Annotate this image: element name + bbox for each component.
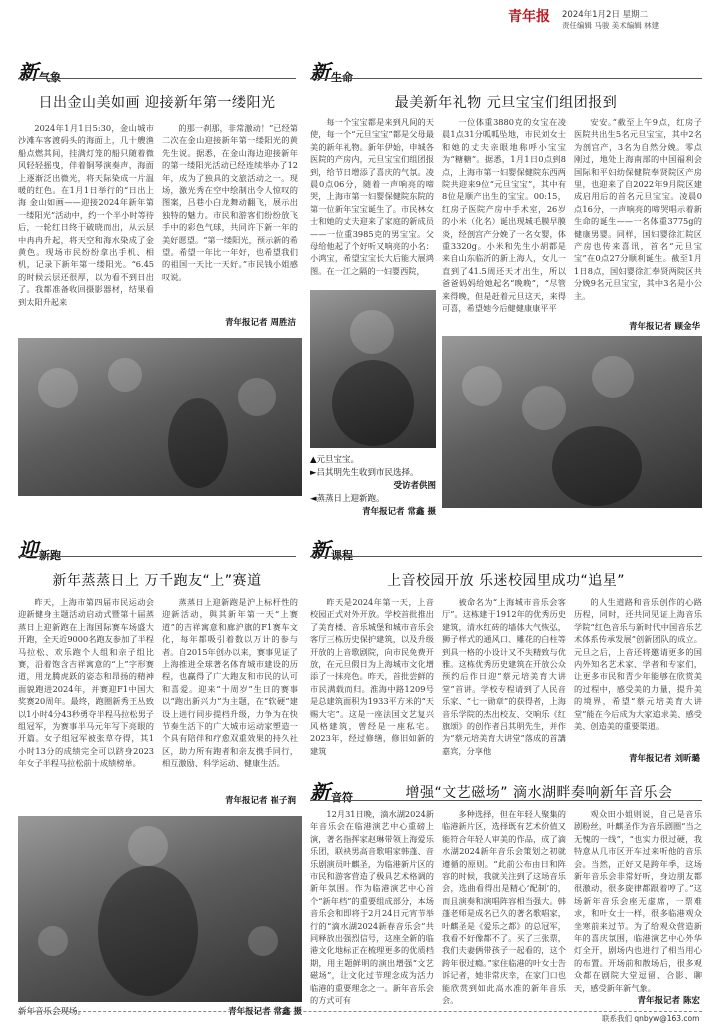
article-column: 12月31日晚，滴水湖2024新年音乐会在临港演艺中心重磅上演，著名指挥家赵琳带领上海爱乐乐团，联袂男高音歌唱家韩蓬、音乐剧演员叶麒圣，为临港新片区的市民和游客营造了极具艺术格调的新年氛围。作为临港演艺中心首个“新年档”的重要组成部分，本场音乐会和即将于2月24日元宵节举行的“滴水湖2024新春音乐会”共同释放出强烈信号，这座全新的临港文化地标正在梳理更多的优质档期，用主题鲜明的演出增强“文艺磁场”，让文化过节理念成为活力临港的重要理念之一。新年音乐会的方式可有	[310, 809, 434, 1006]
headline-babies: 最美新年礼物 元旦宝宝们组团报到	[394, 95, 618, 111]
section-tag-course	[310, 534, 353, 562]
photo-runners	[18, 338, 302, 496]
article-column: 每一个宝宝都是来到凡间的天使，每一个“元旦宝宝”都是父母最美的新年礼物。新年伊始，申城各医院的产房内，元旦宝宝们组团报到，给节日增添了喜庆的气氛。凌晨0点06分，随着一声响亮的啼哭，上海市第一妇婴保健院东院的第一位新年宝宝诞生了。市民林女士和她的丈夫迎来了家庭的新成员——一位重3985克的男宝宝。父母给他起了个好听又响亮的小名：小鸿宝，希望宝宝长大后能大展鸿图。在一江之隔的一妇婴西院，	[310, 117, 434, 276]
masthead	[0, 0, 715, 38]
section-rule	[310, 78, 702, 79]
newspaper-logo: 青年报	[508, 9, 550, 25]
byline: 青年报记者 陈宏	[637, 996, 700, 1006]
section-rule	[18, 78, 296, 79]
tag-big-char: 新	[18, 60, 38, 84]
headline-run: 新年蒸蒸日上 万千跑友“上”赛道	[52, 573, 262, 589]
footer-contact: 联系我们 qnbyw@163.com	[602, 1014, 700, 1023]
headline-sunrise: 日出金山美如画 迎接新年第一缕阳光	[38, 95, 276, 111]
byline: 青年报记者 周胜洁	[225, 318, 296, 328]
caption-credit: 青年报记者 常鑫 摄	[362, 507, 436, 517]
article-column: 安安。”截至上午9点，红房子医院共出生5名元旦宝宝，其中2名为剖宫产，3名为自然分娩。零点刚过，地处上海南部的中国福利会国际和平妇幼保健院奉贤院区产房里，也迎来了自2022年9月院区建成启用后的首名元旦宝宝。凌晨0点16分，一声响亮的啼哭唱示着新生命的诞生——一名体重3775g的健康男婴。同样，国妇婴徐汇院区产房也传来喜讯，首名“元旦宝宝”在0点27分顺利诞生。截至1月1日8点，国妇婴徐汇奉贤两院区共分娩9名元旦宝宝，其中3名是小公主。	[574, 117, 702, 301]
tag-small-text: 新跑	[39, 549, 61, 562]
caption-line: ◄蒸蒸日上迎新跑。	[310, 494, 385, 504]
article-column: 昨天是2024年第一天，上音校园正式对外开放。学校首批推出了美育楼、音乐城堡和城市音乐会客厅三栋历史保护建筑，以及升级开放的上音歌剧院，向市民免费开放，在元旦假日为上海城市文化增添了一抹亮色。昨天，首批尝鲜的市民满载而归。淮海中路1209号是总建筑面积为1933平方米的“天赐大宅”。这是一座法国文艺复兴风格建筑，曾经是一座私宅。2023年，经过修缮，修旧如新的建筑	[310, 597, 434, 756]
tag-small-text: 生命	[331, 71, 353, 84]
section-tag-weather	[18, 56, 61, 84]
photo-newborn	[310, 290, 436, 448]
tag-big-char: 迎	[18, 538, 38, 562]
section-rule	[18, 556, 296, 557]
byline: 青年报记者 顾金华	[629, 322, 700, 332]
article-column: 昨天，上海市第四届市民运动会迎新健身主题活动启动式暨第十届蒸蒸日上迎新跑在上海国际赛车场盛大开跑，全天近9000名跑友参加了半程马拉松、欢乐跑个人组和亲子组比赛，沿着饱含吉祥寓意的“上”字形赛道，用龙腾虎跃的姿态和昂扬的精神面貌跑进2024年，并赛迎F1中国大奖赛20周年。最终，跑圈新秀王丛致以1小时4分43秒勇夺半程马拉松男子组冠军，为赛事半马元年写下亮眼的开篇。女子组冠军被张草夺得，其1小时13分的成绩完全可以跻身2023年女子半程马拉松前十成绩榜单。	[18, 597, 154, 769]
byline: 青年报记者 刘昕璐	[629, 754, 700, 764]
tag-small-text: 音符	[331, 791, 353, 804]
issue-date: 2024年1月2日 星期二	[562, 10, 649, 20]
article-column: 观众田小姐则说，自己是音乐剧粉丝，叶麒圣作为音乐剧圈“当之无愧的一线”，“也实力很过硬，我特意从几市区开车过来听他的音乐会。当然，正好又是跨年季，这场新年音乐会非常好听，身边朋友都很激动，很多旋律都跟着哼了。”这场新年音乐会座无虚席，一票难求，和叶女士一样，很多临港观众坐寒前来过节。为了给观众营造新年的喜庆氛围，临港演艺中心外华灯全开，剧场内也进行了相当用心的布置。开场前和散场后，很多观众都在剧院大堂逗留、合影、聊天，感受新年新气象。	[574, 809, 702, 993]
article-column: 蒸蒸日上迎新跑是沪上标杆性的迎新活动，與其新年第一天“上赛道”的吉祥寓意和廊沪旗的F1赛车文化，每年都吸引着数以万计的参与者。自2015年创办以来，赛事见证了上海推进全球著名体育城市建设的历程，也赢得了广大跑友和市民的认可和喜爱。迎来“十周岁”生日的赛事以“跑出新兴力”为主题，在“软硬”建设上进行同步提档升级，力争为在快节奏生活下的广大城市运动家塑造一个具有陪伴和疗愈双重效果的持久社区，助力所有跑者和亲友携手同行，相互激励、科学运动、健康生活。	[162, 597, 298, 769]
tag-big-char: 新	[310, 538, 330, 562]
byline: 青年报记者 崔子润	[225, 796, 296, 806]
headline-concert: 增强“文艺磁场” 滴水湖畔奏响新年音乐会	[405, 785, 673, 801]
tag-big-char: 新	[310, 60, 330, 84]
article-column: 的人生道路和音乐创作的心路历程，同时，还共同见证上海音乐学院“红色音乐与新时代中国音乐艺术体系传承发展”创新团队的成立。元旦之后，上音还将邀请更多的国内外知名艺术家、学者和专家们，让更多市民和青少年能够在欣赏美的过程中，感受美的力量，提升美的境界，希望“蔡元培美育大讲堂”能在今后成为大家追求美、感受美、创造美的重要渠道。	[574, 597, 702, 732]
article-column: 被命名为“上海城市音乐会客厅”。这栋建于1912年的优秀历史建筑，清水红砖的墙体大气恢弘，狮子样式的通风口、雕花的白柱等到具一格的小设计又不失精致与优雅。这栋优秀历史建筑在开放公众预约后作日迎“蔡元培美育大讲堂”首讲。学校专程请到了人民音乐家、“七一勋章”的获得者，上海音乐学院的杰出校友、交响乐《红旗颂》的创作者吕其明先生，并作为“蔡元培美育大讲堂”落成的首講嘉宾，分享他	[442, 597, 566, 756]
section-rule	[310, 800, 702, 801]
photo-captions	[310, 454, 436, 519]
section-rule	[310, 556, 702, 557]
section-tag-music	[310, 776, 353, 804]
tag-small-text: 气象	[39, 71, 61, 84]
tag-big-char: 新	[310, 780, 330, 804]
caption-line: ►吕其明先生收到市民选择。	[310, 468, 419, 478]
editor-credits: 责任编辑 马骏 美术编辑 林建	[562, 21, 660, 30]
article-column: 多种选择，但在年轻人聚集的临港新片区，选择既有艺术价值又能符合年轻人审美的作品，成了滴水湖2024新年音乐会策划之初就遵循的原则。“此前公布由日和阵容的时候，我就关注到了这场音乐会，选曲看得出是精心‘配制’的，而且演奏和演唱阵容相当强大。韩蓬老师是成名已久的著名歌唱家，叶麒圣是《爱乐之都》的总冠军，我看不好像都不了。买了三张票，我们夫妻俩带孩子一起看的，这个跨年很过瘾。”家住临港的叶女士告诉记者，她非常庆幸，在家门口也能欣赏到如此高水准的新年音乐会。	[442, 809, 566, 1006]
section-tag-life	[310, 56, 353, 84]
section-tag-run	[18, 534, 61, 562]
footer-rule	[18, 1011, 702, 1012]
photo-crowd	[442, 336, 702, 508]
article-column: 的那一刹那，非常激动！”已经第二次在金山迎接新年第一缕阳光的黄先生说。据悉，在金山海边迎接新年的第一缕阳光活动已经连续举办了12年，成为了独具的文旅活动之一。现场，激光秀在空中绘制出令人惊叹的图案，吕巷小白龙舞动翻飞，展示出独特的魅力。市民和游客们纷纷放飞手中的彩色气球，共同许下新一年的美好愿望。“第一缕阳光，预示新的希望。希望一年比一年好，也希望我们的祖国一天比一天好。”市民钱小姐感叹说。	[162, 123, 298, 282]
caption-credit: 受访者供图	[393, 481, 436, 491]
caption-line: ▲元旦宝宝。	[310, 455, 360, 465]
article-column: 一位体重3880克的女宝在凌晨1点31分呱呱坠地，市民刘女士和她的丈夫亲眼地称呼小宝宝为“糖糖”。据悉，1月1日0点到8点，上海市第一妇婴保健院东西两院共迎来9位“元旦宝宝”，其中有8位是顺产出生的宝宝。00:15，红房子医院产房中手术室，26岁的小米（化名）诞出现城毛膜早膜炎，经剖宫产分娩了一名女婴，体重3320g。小米和先生小胡都是来自山东临沂的新上海人，女儿一直到了41.5周还天才出生，所以爸爸妈妈给她起名“晚晚”，“尽管来得晚，但是赶着元旦这天，来得可喜，希望她今后健健康康平平	[442, 117, 566, 314]
article-column: 2024年1月1日5:30，金山城市沙滩车客渡码头的海面上，几十艘渔船点燃其间，挂满灯笼的船只随着微风轻轻摇曳，伴着铜琴演奏声，海面上逐渐泛出微光，将天际染成一片温暖的红色。在1月1日举行的“日出上海 金山如画——迎接2024年新年第一缕阳光”活动中，约一个半小时等待后，一轮红日终于破晓而出，从云层中冉冉升起，将天空和海水染成了金黄色。现场市民纷纷拿出手机、相机，记录下新年第一缕阳光。“6.45的时候云层还很厚，以为看不到日出了。我都准备收回摄影器材，结果看到太阳升起来	[18, 123, 154, 307]
headline-campus: 上音校园开放 乐迷校园里成功“追星”	[387, 573, 625, 589]
photo-concert	[18, 816, 302, 1002]
caption-credit: 青年报记者 常鑫 摄	[228, 1007, 302, 1017]
caption-concert: 新年音乐会现场。	[18, 1007, 87, 1017]
tag-small-text: 课程	[331, 549, 353, 562]
